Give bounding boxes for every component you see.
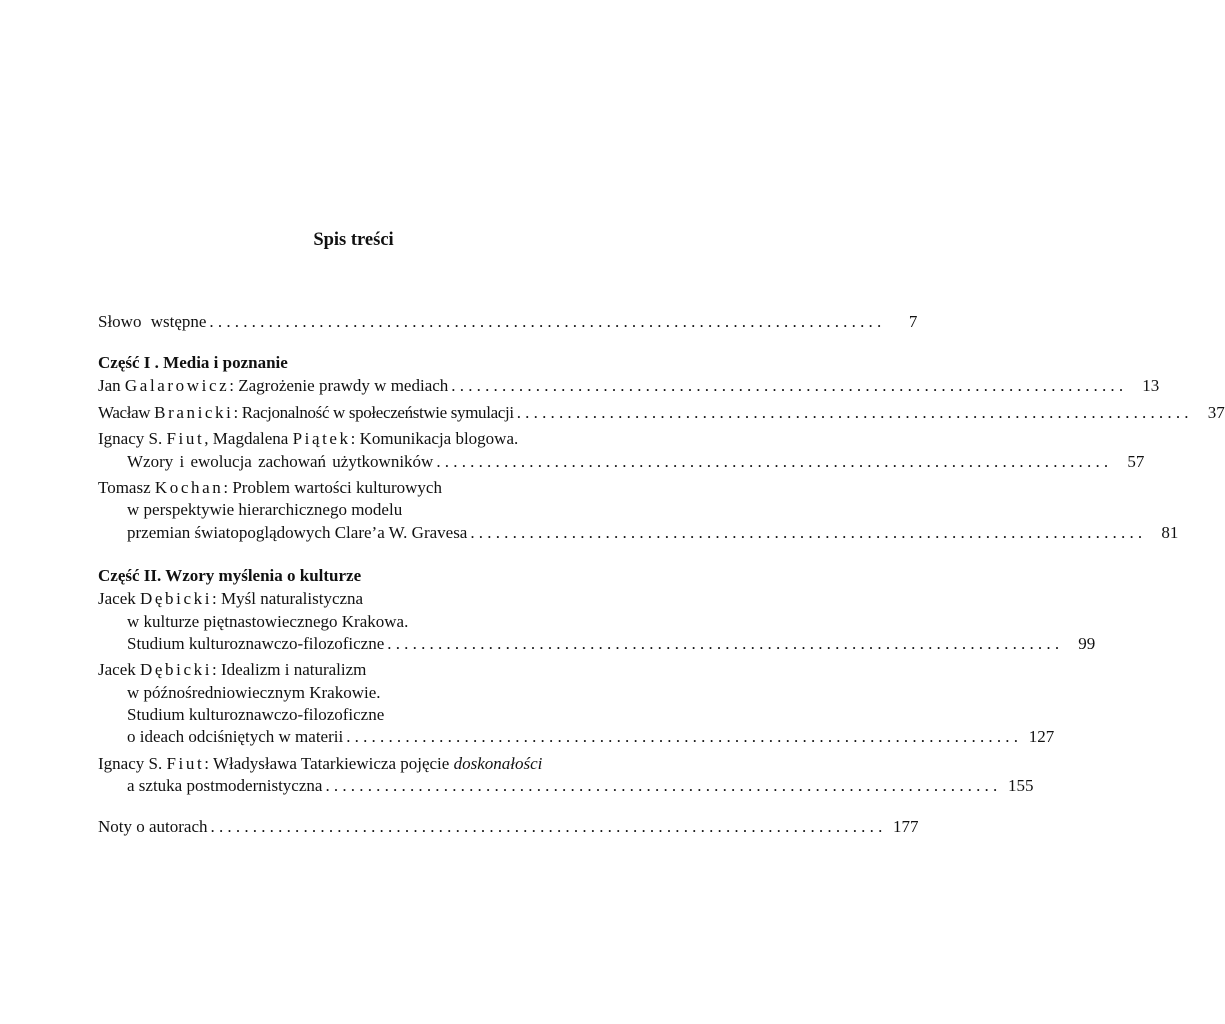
- entry-title: : Racjonalność w społeczeństwie symulacji: [233, 402, 514, 422]
- toc-entry-debicki-1-cont[interactable]: [98, 633, 1096, 655]
- entry-title: Słowo wstępne: [98, 312, 207, 331]
- page-title: Spis treści: [313, 230, 394, 250]
- entry-title-line-2: w kulturze piętnastowiecznego Krakowa.: [127, 611, 409, 631]
- toc-entry-debicki-2-cont[interactable]: [98, 726, 1055, 748]
- leader-dots: ................................................................................: [516, 402, 1193, 422]
- author-separator: , Magdalena: [204, 429, 289, 449]
- author-last: Fiut: [166, 753, 205, 773]
- toc-entry-intro[interactable]: [98, 311, 918, 333]
- leader-dots: ................................................................................: [209, 312, 886, 331]
- toc-entry-fiut-piatek-cont[interactable]: [98, 451, 1145, 473]
- author-first: Jacek: [98, 660, 136, 680]
- leader-dots: ................................................................................: [387, 633, 1064, 653]
- author-last: Branicki: [154, 402, 234, 422]
- toc-entry-kochan[interactable]: [98, 477, 634, 499]
- leader-dots: ................................................................................: [210, 816, 887, 836]
- toc-entry-fiut-piatek[interactable]: [98, 428, 634, 450]
- page-number: 99: [1078, 633, 1096, 653]
- entry-title-line-3: przemian światopoglądowych Clare’a W. Gravesa: [127, 522, 468, 542]
- entry-title-line-1: : Myśl naturalistyczna: [212, 589, 364, 609]
- leader-dots: ................................................................................: [451, 376, 1128, 396]
- author-first: Jan: [98, 376, 121, 396]
- author-last: Fiut: [166, 429, 205, 449]
- page-number: 81: [1161, 522, 1179, 542]
- leader-dots: ................................................................................: [436, 451, 1113, 471]
- page-number: 57: [1127, 451, 1145, 471]
- toc-entry-notes[interactable]: [98, 816, 919, 838]
- page-number: 37: [1207, 402, 1225, 422]
- author-first: Ignacy S.: [98, 429, 163, 449]
- entry-title-line-3: Studium kulturoznawczo-filozoficzne: [127, 705, 385, 725]
- page-number: 7: [908, 312, 918, 331]
- author2-last: Piątek: [292, 429, 351, 449]
- author-first: Jacek: [98, 589, 136, 609]
- entry-title-line-1: : Komunikacja blogowa.: [350, 429, 519, 449]
- section-heading-part-1: Część I . Media i poznanie: [98, 353, 288, 373]
- entry-title-line-1: : Władysława Tatarkiewicza pojęcie: [204, 753, 450, 773]
- toc-entry-kochan-cont[interactable]: [98, 522, 1179, 544]
- author-last: Galarowicz: [124, 376, 230, 396]
- entry-title: : Zagrożenie prawdy w mediach: [229, 376, 449, 396]
- author-first: Tomasz: [98, 477, 151, 497]
- toc-entry-galarowicz[interactable]: [98, 375, 1160, 397]
- toc-entry-fiut-2[interactable]: [98, 753, 634, 775]
- entry-title-line-2: a sztuka postmodernistyczna: [127, 776, 323, 796]
- page-number: 13: [1142, 376, 1160, 396]
- author-last: Dębicki: [140, 589, 213, 609]
- toc-entry-branicki[interactable]: [98, 402, 1225, 424]
- toc-entry-debicki-2[interactable]: [98, 659, 634, 681]
- entry-title: Noty o autorach: [98, 816, 208, 836]
- toc-entry-fiut-2-cont[interactable]: [98, 775, 1034, 797]
- author-first: Wacław: [98, 402, 151, 422]
- page-number: 177: [893, 816, 919, 836]
- author-first: Ignacy S.: [98, 753, 163, 773]
- leader-dots: ................................................................................: [346, 727, 1023, 747]
- author-last: Dębicki: [140, 660, 213, 680]
- page-number: 127: [1028, 727, 1055, 747]
- entry-title-line-2: w perspektywie hierarchicznego modelu: [127, 500, 403, 520]
- entry-title-line-2: w późnośredniowiecznym Krakowie.: [127, 682, 381, 702]
- entry-title-line-3: Studium kulturoznawczo-filozoficzne: [127, 633, 385, 653]
- toc-entry-debicki-1[interactable]: [98, 588, 634, 610]
- leader-dots: ................................................................................: [470, 522, 1147, 542]
- leader-dots: ................................................................................: [325, 776, 1002, 796]
- page-number: 155: [1007, 776, 1034, 796]
- entry-title-line-4: o ideach odciśniętych w materii: [127, 727, 344, 747]
- author-last: Kochan: [154, 477, 224, 497]
- table-of-contents: [98, 311, 1225, 838]
- entry-title-line-1: : Idealizm i naturalizm: [212, 660, 367, 680]
- section-heading-part-2: Część II. Wzory myślenia o kulturze: [98, 566, 362, 586]
- entry-title-line-2: Wzory i ewolucja zachowań użytkowników: [127, 451, 434, 471]
- entry-title-italic: doskonałości: [453, 753, 543, 773]
- entry-title-line-1: : Problem wartości kulturowych: [223, 477, 442, 497]
